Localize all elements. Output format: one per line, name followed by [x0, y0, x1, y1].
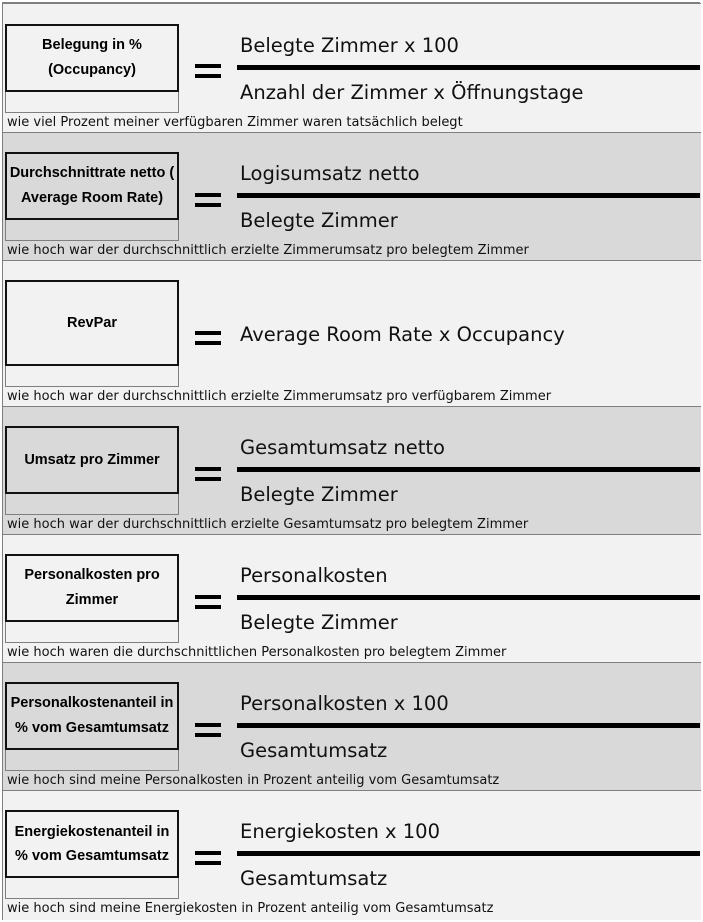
formula-denominator: Belegte Zimmer: [240, 483, 398, 506]
formula-description: wie hoch sind meine Energiekosten in Prozent anteilig vom Gesamtumsatz: [7, 901, 494, 916]
formula-denominator: Gesamtumsatz: [240, 867, 388, 890]
formula-block-occupancy: [3, 3, 701, 132]
formula-description: wie hoch sind meine Personalkosten in Prozent anteilig vom Gesamtumsatz: [7, 773, 500, 788]
formula-numerator: Personalkosten x 100: [240, 692, 449, 715]
fraction-bar: [237, 723, 700, 728]
formula-block-average-room-rate: [3, 132, 701, 260]
equals-sign: [195, 64, 221, 84]
formula-block-energiekostenanteil: [3, 790, 701, 920]
formula-denominator: Gesamtumsatz: [240, 739, 388, 762]
formula-block-umsatz-pro-zimmer: [3, 406, 701, 534]
fraction-bar: [237, 595, 700, 600]
formula-description: wie viel Prozent meiner verfügbaren Zimmer waren tatsächlich belegt: [7, 115, 463, 130]
label-cell-stub: [5, 92, 179, 113]
formula-denominator: Anzahl der Zimmer x Öffnungstage: [240, 81, 584, 104]
equals-sign: [195, 331, 221, 351]
formula-description: wie hoch war der durchschnittlich erzielte Zimmerumsatz pro verfügbarem Zimmer: [7, 389, 552, 404]
formula-description: wie hoch war der durchschnittlich erzielte Zimmerumsatz pro belegtem Zimmer: [7, 243, 529, 258]
formula-label: Energiekostenanteil in % vom Gesamtumsatz: [5, 810, 179, 878]
label-cell-stub: [5, 750, 179, 771]
formula-block-personalkostenanteil: [3, 662, 701, 790]
label-cell-stub: [5, 494, 179, 515]
equals-sign: [195, 193, 221, 213]
formula-sheet: [2, 2, 700, 920]
equals-sign: [195, 851, 221, 871]
fraction-bar: [237, 193, 700, 198]
label-cell-stub: [5, 366, 179, 387]
formula-block-revpar: [3, 260, 701, 406]
formula-label: Belegung in % (Occupancy): [5, 24, 179, 92]
equals-sign: [195, 595, 221, 615]
formula-label: Umsatz pro Zimmer: [5, 426, 179, 494]
formula-label: Personalkosten pro Zimmer: [5, 554, 179, 622]
label-cell-stub: [5, 878, 179, 899]
formula-numerator: Energiekosten x 100: [240, 820, 440, 843]
formula-numerator: Logisumsatz netto: [240, 162, 420, 185]
formula-denominator: Belegte Zimmer: [240, 611, 398, 634]
fraction-bar: [237, 851, 700, 856]
formula-label: Personalkostenanteil in % vom Gesamtumsatz: [5, 682, 179, 750]
formula-description: wie hoch waren die durchschnittlichen Personalkosten pro belegtem Zimmer: [7, 645, 507, 660]
formula-label: Durchschnittrate netto ( Average Room Rate): [5, 152, 179, 220]
equals-sign: [195, 467, 221, 487]
fraction-bar: [237, 65, 700, 70]
fraction-bar: [237, 467, 700, 472]
formula-numerator: Gesamtumsatz netto: [240, 436, 445, 459]
formula-label: RevPar: [5, 280, 179, 366]
label-cell-stub: [5, 220, 179, 241]
formula-numerator: Belegte Zimmer x 100: [240, 34, 459, 57]
formula-denominator: Belegte Zimmer: [240, 209, 398, 232]
formula-expression: Average Room Rate x Occupancy: [240, 323, 565, 346]
formula-description: wie hoch war der durchschnittlich erzielte Gesamtumsatz pro belegtem Zimmer: [7, 517, 529, 532]
label-cell-stub: [5, 622, 179, 643]
formula-numerator: Personalkosten: [240, 564, 388, 587]
formula-block-personalkosten-pro-zimmer: [3, 534, 701, 662]
equals-sign: [195, 723, 221, 743]
